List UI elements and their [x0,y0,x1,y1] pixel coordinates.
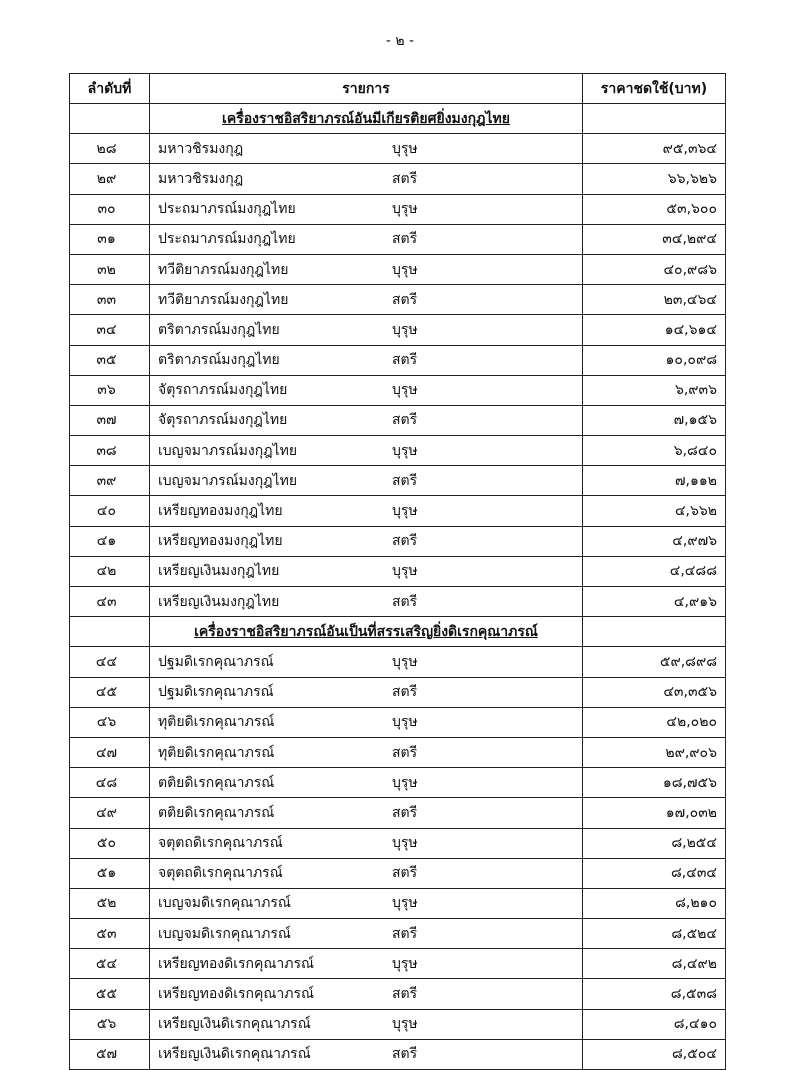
table-row [70,556,726,586]
row-item [150,285,583,315]
header-index: ลำดับที่ [70,74,150,104]
gender-label: บุรุษ [392,1016,418,1033]
decoration-name: ตริตาภรณ์มงกุฎไทย [158,321,280,338]
row-number: ๕๒ [70,888,150,918]
row-number: ๔๗ [70,737,150,767]
row-item [150,405,583,435]
row-number: ๔๕ [70,677,150,707]
gender-label: บุรุษ [392,382,418,399]
row-price: ๘,๒๑๐ [583,888,726,918]
row-number: ๕๖ [70,1009,150,1039]
gender-label: สตรี [392,593,418,610]
row-price: ๖๖,๖๒๖ [583,164,726,194]
row-item [150,1009,583,1039]
gender-label: สตรี [392,986,418,1003]
decoration-name: ประถมาภรณ์มงกุฎไทย [158,231,296,248]
row-number: ๓๗ [70,405,150,435]
gender-label: สตรี [392,684,418,701]
row-price: ๕๓,๖๐๐ [583,194,726,224]
gender-label: สตรี [392,804,418,821]
decoration-name: เหรียญเงินดิเรกคุณาภรณ์ [158,1016,311,1033]
row-price: ๖,๙๓๖ [583,375,726,405]
section-blank-cell [583,617,726,647]
decoration-name: มหาวชิรมงกุฎ [158,170,244,187]
gender-label: บุรุษ [392,201,418,218]
table-row [70,315,726,345]
section-row [70,104,726,134]
row-price: ๘,๔๙๒ [583,949,726,979]
row-item [150,134,583,164]
decoration-name: เหรียญทองมงกุฎไทย [158,533,283,550]
row-number: ๕๗ [70,1039,150,1069]
decoration-name: มหาวชิรมงกุฎ [158,140,244,157]
table-row [70,858,726,888]
row-number: ๔๑ [70,526,150,556]
gender-label: บุรุษ [392,714,418,731]
row-item [150,888,583,918]
decoration-name: ทวีติยาภรณ์มงกุฎไทย [158,291,289,308]
row-item [150,496,583,526]
row-number: ๒๙ [70,164,150,194]
gender-label: สตรี [392,925,418,942]
section-title: เครื่องราชอิสริยาภรณ์อันเป็นที่สรรเสริญยิ่งดิเรกคุณาภรณ์ [150,617,583,647]
row-item [150,647,583,677]
decoration-name: ปฐมดิเรกคุณาภรณ์ [158,684,274,701]
row-price: ๘,๕๓๘ [583,979,726,1009]
gender-label: สตรี [392,291,418,308]
row-number: ๓๐ [70,194,150,224]
row-price: ๘,๒๕๔ [583,828,726,858]
decoration-name: ตติยดิเรกคุณาภรณ์ [158,774,275,791]
gender-label: บุรุษ [392,140,418,157]
row-number: ๓๖ [70,375,150,405]
row-price: ๗,๑๑๒ [583,466,726,496]
decoration-name: เหรียญทองดิเรกคุณาภรณ์ [158,986,314,1003]
row-item [150,254,583,284]
table-row [70,224,726,254]
decoration-name: เหรียญเงินดิเรกคุณาภรณ์ [158,1046,311,1063]
decoration-name: เบญจมดิเรกคุณาภรณ์ [158,925,291,942]
price-table [69,73,726,1070]
table-row [70,285,726,315]
header-item: รายการ [150,74,583,104]
gender-label: บุรุษ [392,835,418,852]
row-price: ๙๕,๓๖๔ [583,134,726,164]
row-price: ๖,๘๔๐ [583,436,726,466]
row-item [150,979,583,1009]
decoration-name: จัตุรถาภรณ์มงกุฎไทย [158,412,288,429]
row-price: ๘,๕๒๔ [583,919,726,949]
row-number: ๕๐ [70,828,150,858]
gender-label: สตรี [392,744,418,761]
decoration-name: จตุตถดิเรกคุณาภรณ์ [158,865,283,882]
decoration-name: เหรียญทองมงกุฎไทย [158,503,283,520]
decoration-name: เหรียญเงินมงกุฎไทย [158,593,280,610]
table-body [70,104,726,1070]
decoration-name: ทุติยดิเรกคุณาภรณ์ [158,744,275,761]
table-row [70,587,726,617]
row-number: ๕๔ [70,949,150,979]
decoration-name: ตริตาภรณ์มงกุฎไทย [158,352,280,369]
row-number: ๓๒ [70,254,150,284]
gender-label: สตรี [392,170,418,187]
row-item [150,375,583,405]
table-row [70,526,726,556]
section-blank-cell [583,104,726,134]
gender-label: สตรี [392,1046,418,1063]
gender-label: บุรุษ [392,261,418,278]
row-price: ๔๓,๓๕๖ [583,677,726,707]
gender-label: สตรี [392,352,418,369]
row-number: ๔๙ [70,798,150,828]
row-price: ๗,๑๕๖ [583,405,726,435]
table-row [70,919,726,949]
section-blank-cell [70,617,150,647]
table-row [70,737,726,767]
table-row [70,677,726,707]
row-item [150,315,583,345]
gender-label: สตรี [392,472,418,489]
table-row [70,254,726,284]
table-row [70,1009,726,1039]
row-number: ๕๓ [70,919,150,949]
decoration-name: เบญจมาภรณ์มงกุฎไทย [158,442,298,459]
decoration-name: ทุติยดิเรกคุณาภรณ์ [158,714,275,731]
table-row [70,194,726,224]
row-item [150,224,583,254]
section-blank-cell [70,104,150,134]
decoration-name: เหรียญทองดิเรกคุณาภรณ์ [158,955,314,972]
table-row [70,949,726,979]
row-item [150,828,583,858]
table-row [70,647,726,677]
gender-label: บุรุษ [392,321,418,338]
gender-label: บุรุษ [392,442,418,459]
row-number: ๔๒ [70,556,150,586]
row-number: ๕๑ [70,858,150,888]
row-item [150,768,583,798]
decoration-name: เบญจมดิเรกคุณาภรณ์ [158,895,291,912]
gender-label: บุรุษ [392,503,418,520]
table-row [70,345,726,375]
decoration-name: ตติยดิเรกคุณาภรณ์ [158,804,275,821]
table-row [70,1039,726,1069]
row-item [150,345,583,375]
row-price: ๘,๔๑๐ [583,1009,726,1039]
row-price: ๔,๙๗๖ [583,526,726,556]
table-row [70,707,726,737]
decoration-name: ทวีติยาภรณ์มงกุฎไทย [158,261,289,278]
row-item [150,737,583,767]
decoration-name: ประถมาภรณ์มงกุฎไทย [158,201,296,218]
row-number: ๓๘ [70,436,150,466]
table-row [70,888,726,918]
gender-label: บุรุษ [392,895,418,912]
row-price: ๒๓,๔๖๔ [583,285,726,315]
table-row [70,768,726,798]
row-number: ๓๕ [70,345,150,375]
row-item [150,858,583,888]
row-number: ๔๓ [70,587,150,617]
table-row [70,375,726,405]
gender-label: บุรุษ [392,653,418,670]
row-item [150,798,583,828]
decoration-name: เหรียญเงินมงกุฎไทย [158,563,280,580]
row-item [150,587,583,617]
row-item [150,919,583,949]
row-item [150,949,583,979]
row-price: ๕๙,๘๙๘ [583,647,726,677]
decoration-name: เบญจมาภรณ์มงกุฎไทย [158,472,298,489]
section-title: เครื่องราชอิสริยาภรณ์อันมีเกียรติยศยิ่งมงกุฎไทย [150,104,583,134]
decoration-name: ปฐมดิเรกคุณาภรณ์ [158,653,274,670]
table-row [70,496,726,526]
gender-label: สตรี [392,533,418,550]
row-price: ๔,๖๖๒ [583,496,726,526]
header-price: ราคาชดใช้(บาท) [583,74,726,104]
table-row [70,828,726,858]
row-item [150,526,583,556]
gender-label: บุรุษ [392,563,418,580]
row-item [150,164,583,194]
row-price: ๑๘,๗๕๖ [583,768,726,798]
gender-label: บุรุษ [392,955,418,972]
row-price: ๑๐,๐๙๘ [583,345,726,375]
table-row [70,466,726,496]
table-row [70,134,726,164]
table-row [70,436,726,466]
row-price: ๔๐,๙๘๖ [583,254,726,284]
row-price: ๔๒,๐๒๐ [583,707,726,737]
section-row [70,617,726,647]
row-item [150,436,583,466]
decoration-name: จัตุรถาภรณ์มงกุฎไทย [158,382,288,399]
row-item [150,556,583,586]
decoration-name: จตุตถดิเรกคุณาภรณ์ [158,835,283,852]
row-item [150,194,583,224]
row-price: ๒๙,๙๐๖ [583,737,726,767]
table-row [70,405,726,435]
gender-label: สตรี [392,865,418,882]
row-number: ๓๓ [70,285,150,315]
row-price: ๘,๕๐๔ [583,1039,726,1069]
gender-label: สตรี [392,231,418,248]
row-number: ๔๐ [70,496,150,526]
row-price: ๘,๔๓๔ [583,858,726,888]
table-row [70,798,726,828]
row-price: ๑๗,๐๓๒ [583,798,726,828]
table-header-row [70,74,726,104]
row-item [150,707,583,737]
row-item [150,466,583,496]
row-number: ๓๔ [70,315,150,345]
row-price: ๑๔,๖๑๔ [583,315,726,345]
row-number: ๒๘ [70,134,150,164]
gender-label: สตรี [392,412,418,429]
row-item [150,1039,583,1069]
row-number: ๔๖ [70,707,150,737]
row-number: ๓๑ [70,224,150,254]
row-price: ๓๔,๒๙๔ [583,224,726,254]
page-number: - ๒ - [385,33,415,49]
table-row [70,979,726,1009]
row-number: ๕๕ [70,979,150,1009]
row-item [150,677,583,707]
row-number: ๔๘ [70,768,150,798]
row-number: ๔๔ [70,647,150,677]
table-row [70,164,726,194]
gender-label: บุรุษ [392,774,418,791]
row-price: ๔,๙๑๖ [583,587,726,617]
row-number: ๓๙ [70,466,150,496]
row-price: ๔,๔๘๘ [583,556,726,586]
